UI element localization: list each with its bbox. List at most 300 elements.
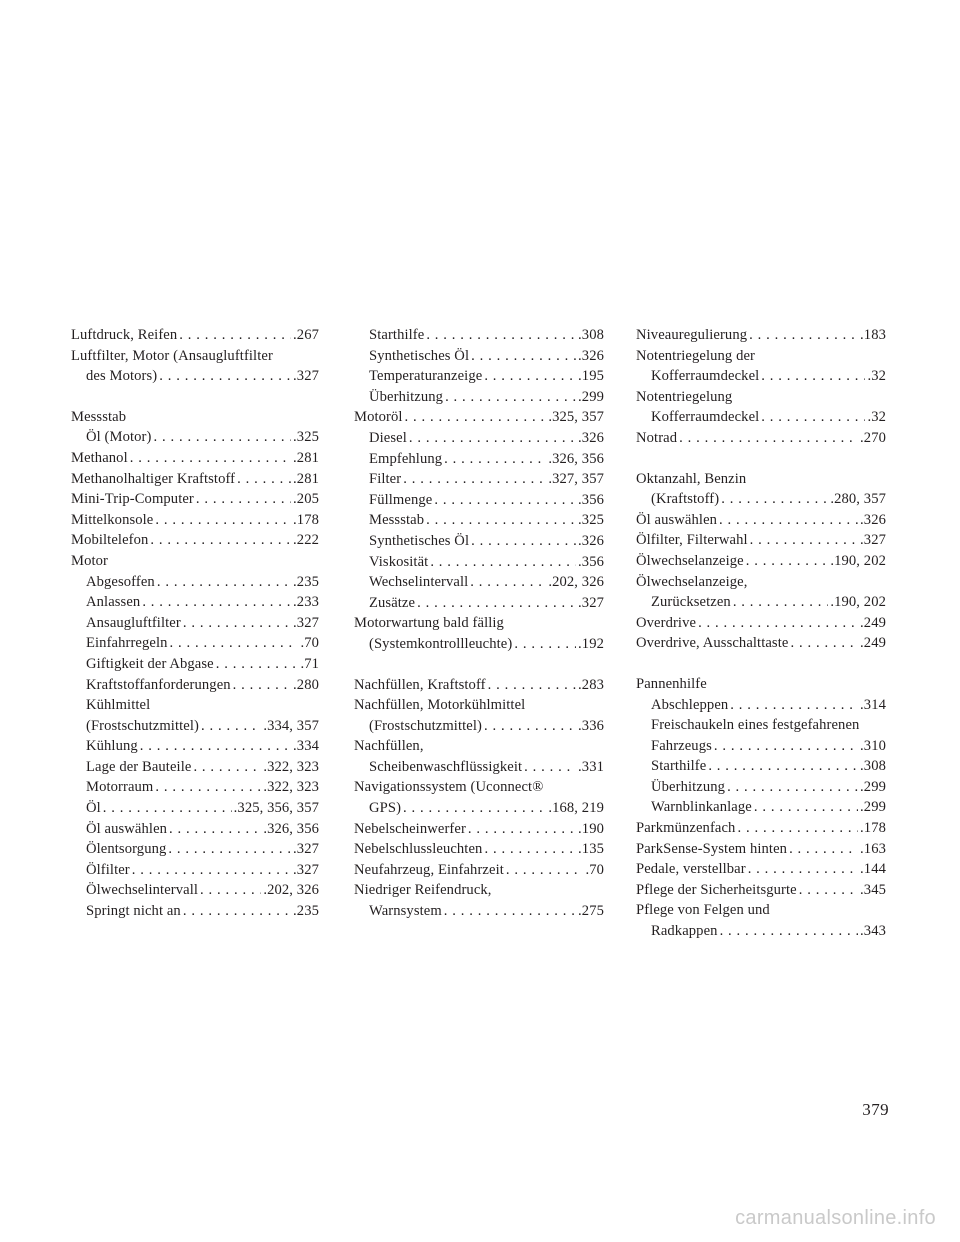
index-entry — [636, 613, 886, 634]
dot-leader — [428, 552, 576, 573]
index-page-ref: .270 — [860, 429, 886, 446]
index-term: Ansaugluftfilter — [86, 614, 181, 631]
index-subentry — [71, 757, 319, 778]
index-page-ref: .71 — [300, 655, 319, 672]
index-subentry — [71, 777, 319, 798]
index-term: Nebelschlussleuchten — [354, 841, 483, 858]
index-subentry — [71, 819, 319, 840]
index-subentry — [636, 777, 886, 798]
index-entry — [354, 860, 604, 881]
index-page-ref: .326 — [578, 532, 604, 549]
dot-leader — [522, 757, 576, 778]
index-term: Nachfüllen, Motorkühlmittel — [354, 697, 526, 714]
index-subentry — [354, 572, 604, 593]
index-term: Messstab — [369, 512, 425, 529]
dot-leader — [130, 860, 291, 881]
dot-leader — [128, 448, 291, 469]
index-term: Pedale, verstellbar — [636, 861, 746, 878]
dot-leader — [415, 593, 576, 614]
index-column-1 — [71, 325, 319, 922]
index-subentry — [636, 797, 886, 818]
index-page-ref: .32 — [867, 409, 886, 426]
dot-leader — [140, 592, 291, 613]
dot-leader — [482, 366, 576, 387]
index-column-3 — [636, 325, 886, 942]
dot-leader — [725, 777, 858, 798]
index-term: Ölwechselintervall — [86, 882, 199, 899]
index-term: Wechselintervall — [369, 574, 469, 591]
index-term: ParkSense-System hinten — [636, 840, 788, 857]
index-page-ref: .325 — [578, 512, 604, 529]
index-page-ref: .322, 323 — [263, 758, 319, 775]
index-term: Füllmenge — [369, 491, 433, 508]
index-subentry — [71, 798, 319, 819]
index-term: Starthilfe — [369, 327, 425, 343]
index-term: Ölentsorgung — [86, 841, 167, 858]
index-term: Zurücksetzen — [651, 594, 731, 611]
index-term: (Frostschutzmittel) — [369, 717, 482, 734]
index-page-ref: .205 — [293, 491, 319, 508]
dot-leader — [759, 366, 865, 387]
index-page-ref: .299 — [860, 799, 886, 816]
dot-leader — [231, 675, 291, 696]
dot-leader — [748, 530, 858, 551]
index-entry — [354, 675, 604, 696]
index-term: Navigationssystem (Uconnect® — [354, 779, 544, 796]
dot-leader — [469, 531, 576, 552]
index-page-ref: .334 — [293, 738, 319, 755]
index-term: Öl auswählen — [86, 820, 168, 837]
dot-leader — [148, 530, 291, 551]
index-page-ref: .249 — [860, 635, 886, 652]
index-term: Overdrive — [636, 614, 697, 631]
dot-leader — [442, 901, 576, 922]
index-term: Kühlmittel — [86, 697, 151, 714]
index-term: Anlassen — [86, 594, 141, 611]
index-page-ref: .327 — [293, 861, 319, 878]
index-page-ref: .190, 202 — [830, 594, 886, 611]
index-page-ref: .310 — [860, 737, 886, 754]
index-term: Motoröl — [354, 409, 403, 426]
index-subentry — [354, 634, 604, 655]
index-entry — [636, 325, 886, 346]
index-term: Springt nicht an — [86, 903, 181, 920]
index-gap — [636, 654, 886, 674]
index-subentry — [354, 490, 604, 511]
index-entry — [71, 407, 319, 428]
index-term: Abschleppen — [651, 696, 729, 713]
index-term: Motorraum — [86, 779, 154, 796]
index-page-ref: .32 — [867, 368, 886, 385]
index-subentry — [354, 469, 604, 490]
index-term: Filter — [369, 471, 402, 488]
dot-leader — [677, 428, 858, 449]
index-page-ref: .326, 356 — [263, 820, 319, 837]
index-page-ref: .267 — [293, 327, 319, 343]
index-entry — [354, 736, 604, 757]
index-entry — [354, 777, 604, 798]
index-subentry — [71, 654, 319, 675]
index-page-ref: .327 — [578, 594, 604, 611]
index-term: GPS) — [369, 800, 402, 817]
index-entry — [636, 859, 886, 880]
index-subentry — [354, 449, 604, 470]
index-term: Overdrive, Ausschalttaste — [636, 635, 789, 652]
index-subentry — [71, 572, 319, 593]
dot-leader — [155, 572, 291, 593]
index-entry — [636, 530, 886, 551]
index-entry — [354, 819, 604, 840]
index-page-ref: .326 — [860, 511, 886, 528]
dot-leader — [168, 633, 299, 654]
index-term: Mini-Trip-Computer — [71, 491, 194, 508]
index-subentry — [354, 552, 604, 573]
dot-leader — [157, 366, 291, 387]
dot-leader — [746, 859, 858, 880]
index-term: Neufahrzeug, Einfahrzeit — [354, 861, 504, 878]
index-term: Überhitzung — [369, 388, 444, 405]
index-term: Niedriger Reifendruck, — [354, 882, 492, 899]
index-page-ref: .178 — [860, 820, 886, 837]
index-subentry — [636, 736, 886, 757]
index-term: Methanol — [71, 449, 128, 466]
index-term: (Systemkontrollleuchte) — [369, 635, 513, 652]
index-term: Notentriegelung der — [636, 347, 756, 364]
index-term: Synthetisches Öl — [369, 532, 470, 549]
dot-leader — [153, 510, 291, 531]
dot-leader — [442, 449, 546, 470]
index-page-ref: .135 — [578, 841, 604, 858]
index-subentry — [354, 901, 604, 922]
dot-leader — [788, 633, 858, 654]
watermark: carmanualsonline.info — [735, 1207, 936, 1229]
index-term: Niveauregulierung — [636, 327, 748, 343]
dot-leader — [706, 756, 858, 777]
index-term: Öl (Motor) — [86, 429, 152, 446]
index-subentry — [354, 798, 604, 819]
index-term: Kofferraumdeckel — [651, 409, 760, 426]
index-page-ref: .183 — [860, 327, 886, 343]
dot-leader — [194, 489, 291, 510]
dot-leader — [712, 736, 858, 757]
index-subentry — [354, 366, 604, 387]
index-page-ref: .331 — [578, 758, 604, 775]
dot-leader — [101, 798, 232, 819]
index-page-ref: .235 — [293, 573, 319, 590]
index-page-ref: .308 — [578, 327, 604, 343]
index-subentry — [71, 675, 319, 696]
dot-leader — [747, 325, 858, 346]
index-term: Nachfüllen, — [354, 738, 424, 755]
index-subentry — [636, 715, 886, 736]
index-entry — [636, 818, 886, 839]
index-entry — [71, 469, 319, 490]
index-subentry — [71, 860, 319, 881]
dot-leader — [759, 407, 865, 428]
index-term: Pannenhilfe — [636, 675, 707, 692]
index-subentry — [71, 613, 319, 634]
index-term: Nachfüllen, Kraftstoff — [354, 676, 486, 693]
dot-leader — [153, 777, 261, 798]
index-term: Mittelkonsole — [71, 511, 154, 528]
index-term: Ölfilter, Filterwahl — [636, 532, 748, 549]
index-term: Motorwartung bald fällig — [354, 615, 504, 632]
index-entry — [636, 510, 886, 531]
index-subentry — [354, 325, 604, 346]
index-term: Pflege von Felgen und — [636, 902, 770, 919]
index-page-ref: .327 — [293, 614, 319, 631]
index-subentry — [354, 757, 604, 778]
index-page-ref: .281 — [293, 449, 319, 466]
dot-leader — [718, 921, 858, 942]
index-subentry — [71, 427, 319, 448]
index-page-ref: .192 — [578, 635, 604, 652]
dot-leader — [181, 901, 291, 922]
index-page-ref: .144 — [860, 861, 886, 878]
index-subentry — [71, 839, 319, 860]
dot-leader — [443, 387, 576, 408]
index-entry — [636, 346, 886, 367]
index-term: Luftfilter, Motor (Ansaugluftfilter — [71, 347, 273, 364]
index-page-ref: .202, 326 — [263, 882, 319, 899]
index-term: Abgesoffen — [86, 573, 155, 590]
index-term: Scheibenwaschflüssigkeit — [369, 758, 523, 775]
index-page-ref: .308 — [860, 758, 886, 775]
dot-leader — [424, 325, 576, 346]
index-term: Parkmünzenfach — [636, 820, 736, 837]
dot-leader — [166, 839, 291, 860]
index-entry — [71, 551, 319, 572]
dot-leader — [482, 839, 576, 860]
dot-leader — [403, 407, 547, 428]
index-page-ref: .233 — [293, 594, 319, 611]
dot-leader — [181, 613, 291, 634]
index-page-ref: .325, 357 — [548, 409, 604, 426]
index-subentry — [71, 736, 319, 757]
dot-leader — [744, 551, 829, 572]
index-term: Radkappen — [651, 923, 718, 940]
dot-leader — [151, 427, 291, 448]
dot-leader — [198, 880, 261, 901]
index-entry — [354, 613, 604, 634]
index-term: Kühlung — [86, 738, 138, 755]
index-page-ref: .356 — [578, 553, 604, 570]
dot-leader — [432, 490, 576, 511]
index-term: Öl auswählen — [636, 511, 718, 528]
index-subentry — [636, 756, 886, 777]
index-term: Diesel — [369, 429, 407, 446]
index-term: Oktanzahl, Benzin — [636, 470, 747, 487]
index-term: Viskosität — [369, 553, 429, 570]
index-subentry — [354, 593, 604, 614]
index-page-ref: .327, 357 — [548, 471, 604, 488]
index-page-ref: .336 — [578, 717, 604, 734]
index-page-ref: .325 — [293, 429, 319, 446]
dot-leader — [717, 510, 858, 531]
index-page-ref: .325, 356, 357 — [233, 800, 319, 817]
dot-leader — [482, 716, 576, 737]
dot-leader — [401, 798, 546, 819]
index-subentry — [71, 901, 319, 922]
index-subentry — [354, 346, 604, 367]
index-subentry — [354, 428, 604, 449]
index-term: Warnsystem — [369, 903, 442, 920]
index-page-ref: .163 — [860, 840, 886, 857]
index-term: Nebelscheinwerfer — [354, 820, 466, 837]
index-term: Giftigkeit der Abgase — [86, 655, 214, 672]
index-entry — [636, 551, 886, 572]
index-subentry — [636, 489, 886, 510]
index-term: Kofferraumdeckel — [651, 368, 760, 385]
index-entry — [71, 489, 319, 510]
index-entry — [71, 325, 319, 346]
dot-leader — [235, 469, 291, 490]
index-term: Starthilfe — [651, 758, 707, 775]
dot-leader — [469, 346, 576, 367]
index-term: Kraftstoffanforderungen — [86, 676, 231, 693]
index-term: Freischaukeln eines festgefahrenen — [651, 717, 860, 734]
index-term: Fahrzeugs — [651, 737, 712, 754]
index-page-ref: .299 — [578, 388, 604, 405]
dot-leader — [512, 634, 576, 655]
index-term: Messstab — [71, 408, 127, 425]
dot-leader — [504, 860, 584, 881]
index-term: Methanolhaltiger Kraftstoff — [71, 470, 236, 487]
index-entry — [636, 900, 886, 921]
index-subentry — [71, 695, 319, 716]
page-number: 379 — [862, 1100, 889, 1119]
index-term: Einfahrregeln — [86, 635, 168, 652]
index-entry — [636, 469, 886, 490]
index-subentry — [636, 366, 886, 387]
index-page-ref: .326 — [578, 429, 604, 446]
index-term: Zusätze — [369, 594, 416, 611]
index-subentry — [71, 716, 319, 737]
index-subentry — [354, 716, 604, 737]
index-entry — [354, 695, 604, 716]
dot-leader — [424, 510, 576, 531]
index-page-ref: .327 — [293, 368, 319, 385]
index-page-ref: .235 — [293, 903, 319, 920]
dot-leader — [191, 757, 261, 778]
dot-leader — [735, 818, 858, 839]
index-entry — [636, 880, 886, 901]
index-entry — [636, 428, 886, 449]
index-gap — [636, 449, 886, 469]
index-term: Luftdruck, Reifen — [71, 327, 178, 343]
index-entry — [354, 839, 604, 860]
index-entry — [636, 387, 886, 408]
index-term: Ölwechselanzeige, — [636, 573, 748, 590]
index-page-ref: .280, 357 — [830, 491, 886, 508]
dot-leader — [486, 675, 576, 696]
dot-leader — [468, 572, 546, 593]
index-term: (Frostschutzmittel) — [86, 717, 199, 734]
index-entry — [71, 510, 319, 531]
index-page-ref: .356 — [578, 491, 604, 508]
index-subentry — [71, 633, 319, 654]
index-page-ref: .195 — [578, 368, 604, 385]
index-term: (Kraftstoff) — [651, 491, 720, 508]
index-subentry — [636, 592, 886, 613]
index-term: Motor — [71, 552, 108, 569]
index-page-ref: .343 — [860, 923, 886, 940]
index-term: des Motors) — [86, 368, 158, 385]
index-page-ref: .249 — [860, 614, 886, 631]
dot-leader — [407, 428, 576, 449]
index-gap — [354, 655, 604, 675]
index-term: Ölfilter — [86, 861, 130, 878]
index-page-ref: .299 — [860, 778, 886, 795]
index-page-ref: .327 — [860, 532, 886, 549]
index-page-ref: .190 — [578, 820, 604, 837]
dot-leader — [466, 819, 576, 840]
index-term: Ölwechselanzeige — [636, 552, 744, 569]
index-entry — [71, 448, 319, 469]
dot-leader — [138, 736, 291, 757]
index-page-ref: .314 — [860, 696, 886, 713]
index-term: Lage der Bauteile — [86, 758, 192, 775]
index-subentry — [636, 921, 886, 942]
index-entry — [636, 633, 886, 654]
index-page-ref: .222 — [293, 532, 319, 549]
dot-leader — [752, 797, 858, 818]
index-page-ref: .322, 323 — [263, 779, 319, 796]
dot-leader — [728, 695, 858, 716]
index-subentry — [636, 407, 886, 428]
index-entry — [71, 530, 319, 551]
dot-leader — [401, 469, 546, 490]
index-page-ref: .70 — [300, 635, 319, 652]
index-entry — [636, 674, 886, 695]
index-subentry — [354, 387, 604, 408]
index-page-ref: .327 — [293, 841, 319, 858]
index-page-ref: .280 — [293, 676, 319, 693]
index-term: Warnblinkanlage — [651, 799, 752, 816]
index-gap — [71, 387, 319, 407]
index-term: Notrad — [636, 429, 678, 446]
index-subentry — [71, 880, 319, 901]
index-term: Synthetisches Öl — [369, 347, 470, 364]
dot-leader — [731, 592, 829, 613]
index-page-ref: .168, 219 — [548, 800, 604, 817]
index-page-ref: .345 — [860, 881, 886, 898]
index-subentry — [354, 531, 604, 552]
index-term: Pflege der Sicherheitsgurte — [636, 881, 797, 898]
index-term: Mobiltelefon — [71, 532, 149, 549]
dot-leader — [787, 839, 858, 860]
index-subentry — [636, 695, 886, 716]
index-page-ref: .334, 357 — [263, 717, 319, 734]
index-term: Temperaturanzeige — [369, 368, 483, 385]
index-subentry — [71, 366, 319, 387]
dot-leader — [719, 489, 828, 510]
index-subentry — [354, 510, 604, 531]
index-subentry — [71, 592, 319, 613]
dot-leader — [167, 819, 261, 840]
dot-leader — [797, 880, 858, 901]
index-entry — [636, 839, 886, 860]
index-page-ref: .190, 202 — [830, 552, 886, 569]
index-entry — [354, 880, 604, 901]
index-page-ref: .178 — [293, 511, 319, 528]
index-entry — [71, 346, 319, 367]
dot-leader — [696, 613, 858, 634]
index-page-ref: .202, 326 — [548, 574, 604, 591]
index-entry — [354, 407, 604, 428]
index-page-ref: .326 — [578, 347, 604, 364]
index-column-2 — [354, 325, 604, 922]
